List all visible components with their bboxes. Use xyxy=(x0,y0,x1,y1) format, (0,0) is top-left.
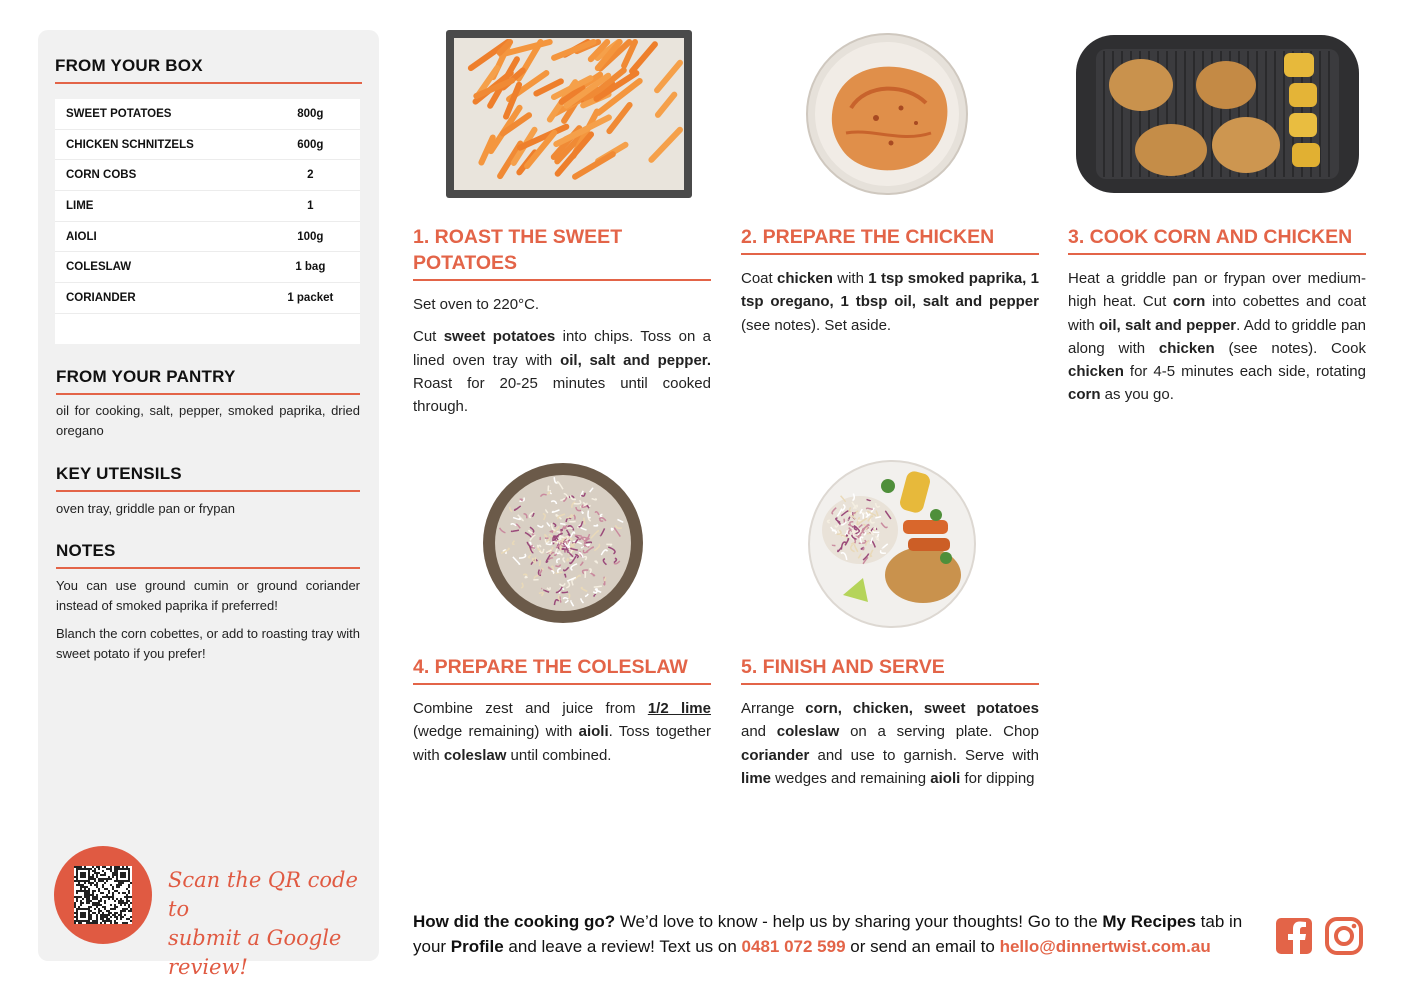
text-segment[interactable]: 0481 072 599 xyxy=(741,937,846,956)
qr-code-icon[interactable] xyxy=(74,866,132,924)
text-segment: wedges and remaining xyxy=(771,769,931,787)
ingredient-name: CORIANDER xyxy=(66,291,136,304)
from-your-pantry-title: FROM YOUR PANTRY xyxy=(56,367,236,386)
text-segment: Arrange xyxy=(741,700,806,717)
text-segment: . Add to griddle pan along with xyxy=(1068,316,1366,357)
text-segment: tab in your xyxy=(413,912,1243,956)
text-segment: aioli xyxy=(578,723,609,741)
step-1-paragraph-1: Set oven to 220°C. xyxy=(413,296,540,313)
text-segment: (see notes). Set aside. xyxy=(741,316,892,334)
notes-title: NOTES xyxy=(56,541,116,560)
text-segment: as you go. xyxy=(1100,386,1174,404)
ingredient-quantity: 1 bag xyxy=(295,261,326,274)
text-segment: sweet potatoes xyxy=(443,328,556,346)
from-your-box-title: FROM YOUR BOX xyxy=(55,56,203,75)
text-segment: coleslaw xyxy=(443,746,507,764)
note-1: You can use ground cumin or ground coriander instead of smoked paprika if preferred! xyxy=(56,578,360,613)
text-segment: Coat xyxy=(741,270,778,287)
ingredient-quantity: 1 packet xyxy=(287,291,334,304)
text-segment: chicken xyxy=(777,270,833,287)
note-2: Blanch the corn cobettes, or add to roasting tray with sweet potato if you prefer! xyxy=(56,626,360,661)
text-segment: Roast for 20-25 minutes until cooked through. xyxy=(413,374,711,416)
instagram-icon[interactable] xyxy=(1325,917,1363,955)
ingredient-name: CORN COBS xyxy=(66,169,137,182)
ingredient-quantity: 600g xyxy=(297,138,324,151)
text-segment: Profile xyxy=(450,937,504,956)
step-1-title-line1: 1. ROAST THE SWEET xyxy=(413,226,623,248)
text-segment: lime xyxy=(741,769,772,787)
text-segment: 1 tsp smoked paprika, 1 tsp oregano, 1 tbsp oil, salt and pepper xyxy=(741,270,1040,311)
text-segment: for 4-5 minutes each side, rotating xyxy=(1123,363,1366,381)
step-4-title: 4. PREPARE THE COLESLAW xyxy=(413,656,688,678)
text-segment: with xyxy=(832,270,869,287)
qr-caption-line2: submit a Google review! xyxy=(168,926,342,979)
text-segment: corn xyxy=(1172,293,1206,311)
ingredient-name: SWEET POTATOES xyxy=(66,107,172,120)
qr-caption xyxy=(168,866,368,982)
text-segment: We’d love to know - help us by sharing your thoughts! Go to the xyxy=(615,912,1103,931)
text-segment: corn xyxy=(1068,386,1101,404)
marinated-chicken-image xyxy=(806,33,968,195)
ingredient-row xyxy=(55,191,360,222)
text-segment: chicken xyxy=(1158,339,1215,357)
text-segment: 1/2 lime xyxy=(647,700,711,717)
ingredient-row xyxy=(55,99,360,130)
text-segment: coleslaw xyxy=(776,723,840,741)
section-divider xyxy=(56,567,360,569)
step-divider xyxy=(741,253,1039,255)
ingredient-row xyxy=(55,160,360,191)
text-segment: until combined. xyxy=(506,746,612,764)
qr-badge[interactable] xyxy=(54,846,152,944)
step-divider xyxy=(413,683,711,685)
coleslaw-bowl-image xyxy=(482,462,644,624)
finished-plate-image xyxy=(808,460,976,628)
step-1-title-line2: POTATOES xyxy=(413,252,518,274)
text-segment: or send an email to xyxy=(845,937,1000,956)
key-utensils-title: KEY UTENSILS xyxy=(56,464,182,483)
griddle-image xyxy=(1076,35,1359,193)
text-segment: into cobettes and coat with xyxy=(1068,293,1366,334)
step-3-title: 3. COOK CORN AND CHICKEN xyxy=(1068,226,1353,248)
ingredient-name: LIME xyxy=(66,199,94,212)
text-segment: and xyxy=(741,723,777,741)
text-segment: (see notes). Cook xyxy=(1214,339,1366,357)
step-divider xyxy=(413,279,711,281)
facebook-icon[interactable] xyxy=(1275,917,1313,955)
section-divider xyxy=(55,82,362,84)
ingredient-row xyxy=(55,222,360,253)
ingredient-quantity: 1 xyxy=(307,199,314,212)
ingredient-name: AIOLI xyxy=(66,230,97,243)
step-3-paragraph-1 xyxy=(1068,267,1366,407)
text-segment: for dipping xyxy=(960,769,1035,787)
text-segment: oil, salt and pepper. xyxy=(560,351,711,369)
text-segment: Combine zest and juice from xyxy=(413,700,648,717)
utensils-text: oven tray, griddle pan or frypan xyxy=(56,501,235,516)
ingredient-row xyxy=(55,252,360,283)
pantry-text: oil for cooking, salt, pepper, smoked paprika, dried oregano xyxy=(56,403,360,438)
step-4-body xyxy=(413,697,711,776)
step-divider xyxy=(741,683,1039,685)
step-2-title: 2. PREPARE THE CHICKEN xyxy=(741,226,995,248)
ingredients-table xyxy=(55,99,360,344)
step-2-body xyxy=(741,267,1039,346)
section-divider xyxy=(56,393,360,395)
footer-review-message xyxy=(413,909,1263,959)
step-1-title xyxy=(413,224,713,276)
step-4-paragraph-1 xyxy=(413,697,711,767)
ingredient-name: COLESLAW xyxy=(66,261,132,274)
qr-caption-line1: Scan the QR code to xyxy=(168,868,358,921)
text-segment: My Recipes xyxy=(1102,912,1196,931)
ingredient-name: CHICKEN SCHNITZELS xyxy=(66,138,194,151)
ingredient-quantity: 100g xyxy=(297,230,324,243)
text-segment[interactable]: hello@dinnertwist.com.au xyxy=(999,937,1211,956)
text-segment: Heat a griddle pan or frypan over medium-high heat. Cut xyxy=(1068,270,1366,311)
step-5-paragraph-1 xyxy=(741,697,1039,790)
text-segment: chicken xyxy=(1068,363,1124,381)
section-divider xyxy=(56,490,360,492)
text-segment: on a serving plate. Chop xyxy=(839,723,1039,741)
text-segment: into chips. Toss on a lined oven tray with xyxy=(413,328,711,369)
text-segment: (wedge remaining) with xyxy=(413,723,579,741)
text-segment: corn, chicken, sweet potatoes xyxy=(805,700,1039,717)
step-1-paragraph-2 xyxy=(413,325,711,418)
text-segment: and leave a review! Text us on xyxy=(503,937,742,956)
text-segment: aioli xyxy=(930,769,961,787)
ingredient-row xyxy=(55,283,360,314)
ingredient-row xyxy=(55,130,360,161)
step-2-paragraph-1 xyxy=(741,267,1039,337)
step-3-body xyxy=(1068,267,1366,416)
text-segment: Cut xyxy=(413,328,444,346)
step-5-body xyxy=(741,697,1039,799)
step-5-title: 5. FINISH AND SERVE xyxy=(741,656,945,678)
text-segment: and use to garnish. Serve with xyxy=(809,746,1039,764)
sidebar xyxy=(38,30,379,979)
sweet-potato-tray-image xyxy=(446,30,692,198)
text-segment: oil, salt and pepper xyxy=(1099,316,1237,334)
text-segment: . Toss together with xyxy=(413,723,711,764)
step-1-body xyxy=(413,293,711,427)
ingredient-quantity: 2 xyxy=(307,169,314,182)
step-divider xyxy=(1068,253,1366,255)
ingredient-quantity: 800g xyxy=(297,107,324,120)
text-segment: coriander xyxy=(741,746,810,764)
text-segment: How did the cooking go? xyxy=(413,912,616,931)
